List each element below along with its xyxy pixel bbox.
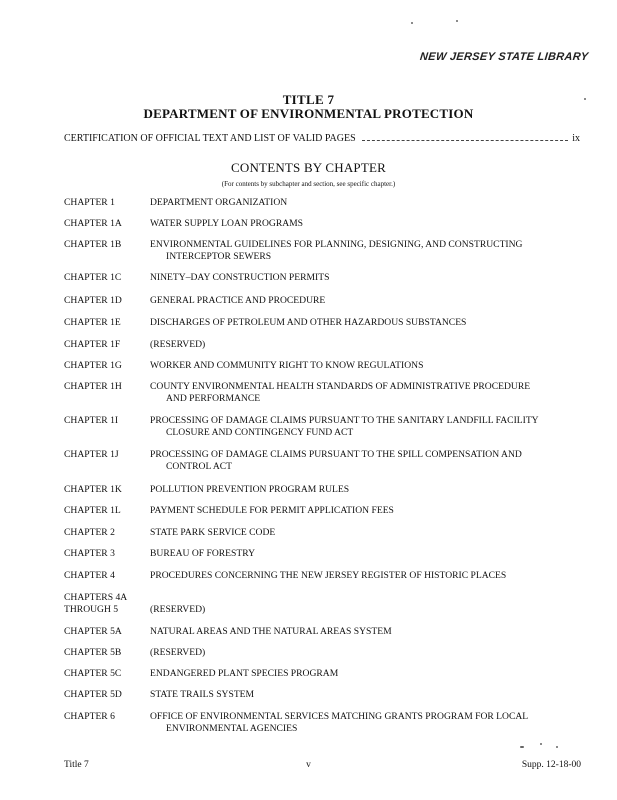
chapter-title: PAYMENT SCHEDULE FOR PERMIT APPLICATION FEES	[150, 505, 394, 516]
chapter-label: CHAPTER 1	[64, 197, 115, 208]
chapter-title: BUREAU OF FORESTRY	[150, 548, 256, 559]
chapter-label: CHAPTER 5D	[64, 689, 122, 700]
chapter-label-line1: CHAPTERS 4A	[64, 592, 128, 603]
scan-speck	[520, 746, 524, 748]
chapter-title-line1: COUNTY ENVIRONMENTAL HEALTH STANDARDS OF ADMINISTRATIVE PROCEDURE	[150, 381, 531, 392]
chapter-title	[150, 415, 590, 438]
chapter-title: PROCEDURES CONCERNING THE NEW JERSEY REGISTER OF HISTORIC PLACES	[150, 570, 507, 581]
chapter-title-line1: PROCESSING OF DAMAGE CLAIMS PURSUANT TO THE SANITARY LANDFILL FACILITY	[150, 415, 539, 426]
chapter-label: CHAPTER 5B	[64, 647, 122, 658]
chapter-title-line2: AND PERFORMANCE	[166, 392, 261, 404]
certification-page: ix	[572, 133, 580, 144]
chapter-title: NATURAL AREAS AND THE NATURAL AREAS SYSTEM	[150, 626, 392, 637]
chapter-title-line1: ENVIRONMENTAL GUIDELINES FOR PLANNING, DESIGNING, AND CONSTRUCTING	[150, 239, 523, 250]
dot-leader	[362, 139, 569, 141]
chapter-title: STATE PARK SERVICE CODE	[150, 527, 276, 538]
chapter-label: CHAPTER 1J	[64, 449, 119, 460]
chapter-title-line2: CLOSURE AND CONTINGENCY FUND ACT	[166, 426, 354, 438]
scan-speck	[411, 22, 413, 24]
chapter-label: CHAPTER 4	[64, 570, 115, 581]
chapter-title	[150, 239, 590, 262]
chapter-label: CHAPTER 3	[64, 548, 115, 559]
chapter-title: POLLUTION PREVENTION PROGRAM RULES	[150, 484, 350, 495]
title-department: DEPARTMENT OF ENVIRONMENTAL PROTECTION	[143, 106, 474, 121]
chapter-label: CHAPTER 1A	[64, 218, 122, 229]
contents-heading: CONTENTS BY CHAPTER	[231, 160, 386, 175]
chapter-label: CHAPTER 1E	[64, 317, 121, 328]
contents-note: (For contents by subchapter and section, see specific chapter.)	[221, 180, 396, 188]
chapter-title-line2: INTERCEPTOR SEWERS	[166, 250, 272, 262]
chapter-label: CHAPTER 5C	[64, 668, 122, 679]
scan-speck	[556, 746, 558, 748]
chapter-title: DEPARTMENT ORGANIZATION	[150, 197, 288, 208]
chapter-label: CHAPTER 1G	[64, 360, 122, 371]
chapter-title: GENERAL PRACTICE AND PROCEDURE	[150, 295, 326, 306]
footer-supplement-date: Supp. 12-18-00	[521, 760, 581, 770]
chapter-label: CHAPTER 1I	[64, 415, 119, 426]
scan-speck	[456, 20, 458, 22]
chapter-label	[64, 592, 154, 615]
chapter-label: CHAPTER 1F	[64, 339, 121, 350]
chapter-label: CHAPTER 1D	[64, 295, 122, 306]
chapter-title-line2: CONTROL ACT	[166, 460, 233, 472]
library-stamp: NEW JERSEY STATE LIBRARY	[419, 51, 589, 63]
chapter-title: (RESERVED)	[150, 647, 206, 658]
chapter-title: (RESERVED)	[150, 339, 206, 350]
title-number: TITLE 7	[282, 92, 335, 107]
chapter-title: WATER SUPPLY LOAN PROGRAMS	[150, 218, 304, 229]
chapter-label: CHAPTER 1B	[64, 239, 122, 250]
chapter-title-line1: PROCESSING OF DAMAGE CLAIMS PURSUANT TO THE SPILL COMPENSATION AND	[150, 449, 522, 460]
certification-line	[64, 133, 580, 144]
scan-speck	[584, 98, 586, 100]
chapter-title-line1: OFFICE OF ENVIRONMENTAL SERVICES MATCHING GRANTS PROGRAM FOR LOCAL	[150, 711, 529, 722]
chapter-label: CHAPTER 1H	[64, 381, 122, 392]
chapter-title	[150, 711, 590, 734]
footer-title: Title 7	[64, 760, 89, 770]
chapter-label: CHAPTER 1K	[64, 484, 122, 495]
chapter-title: STATE TRAILS SYSTEM	[150, 689, 255, 700]
chapter-title: WORKER AND COMMUNITY RIGHT TO KNOW REGULATIONS	[150, 360, 424, 371]
chapter-label-line2: THROUGH 5	[64, 603, 119, 615]
chapter-label: CHAPTER 6	[64, 711, 115, 722]
chapter-title: (RESERVED)	[150, 603, 206, 615]
certification-label: CERTIFICATION OF OFFICIAL TEXT AND LIST OF VALID PAGES	[64, 133, 356, 144]
chapter-title: DISCHARGES OF PETROLEUM AND OTHER HAZARDOUS SUBSTANCES	[150, 317, 467, 328]
chapter-label: CHAPTER 5A	[64, 626, 122, 637]
chapter-title-line2: ENVIRONMENTAL AGENCIES	[166, 722, 298, 734]
chapter-label: CHAPTER 1L	[64, 505, 121, 516]
chapter-title	[150, 449, 590, 472]
scan-speck	[540, 743, 542, 745]
chapter-title: NINETY–DAY CONSTRUCTION PERMITS	[150, 272, 330, 283]
chapter-label: CHAPTER 2	[64, 527, 115, 538]
chapter-title	[150, 381, 590, 404]
footer-page-number: v	[306, 760, 311, 770]
chapter-title: ENDANGERED PLANT SPECIES PROGRAM	[150, 668, 339, 679]
chapter-label: CHAPTER 1C	[64, 272, 122, 283]
